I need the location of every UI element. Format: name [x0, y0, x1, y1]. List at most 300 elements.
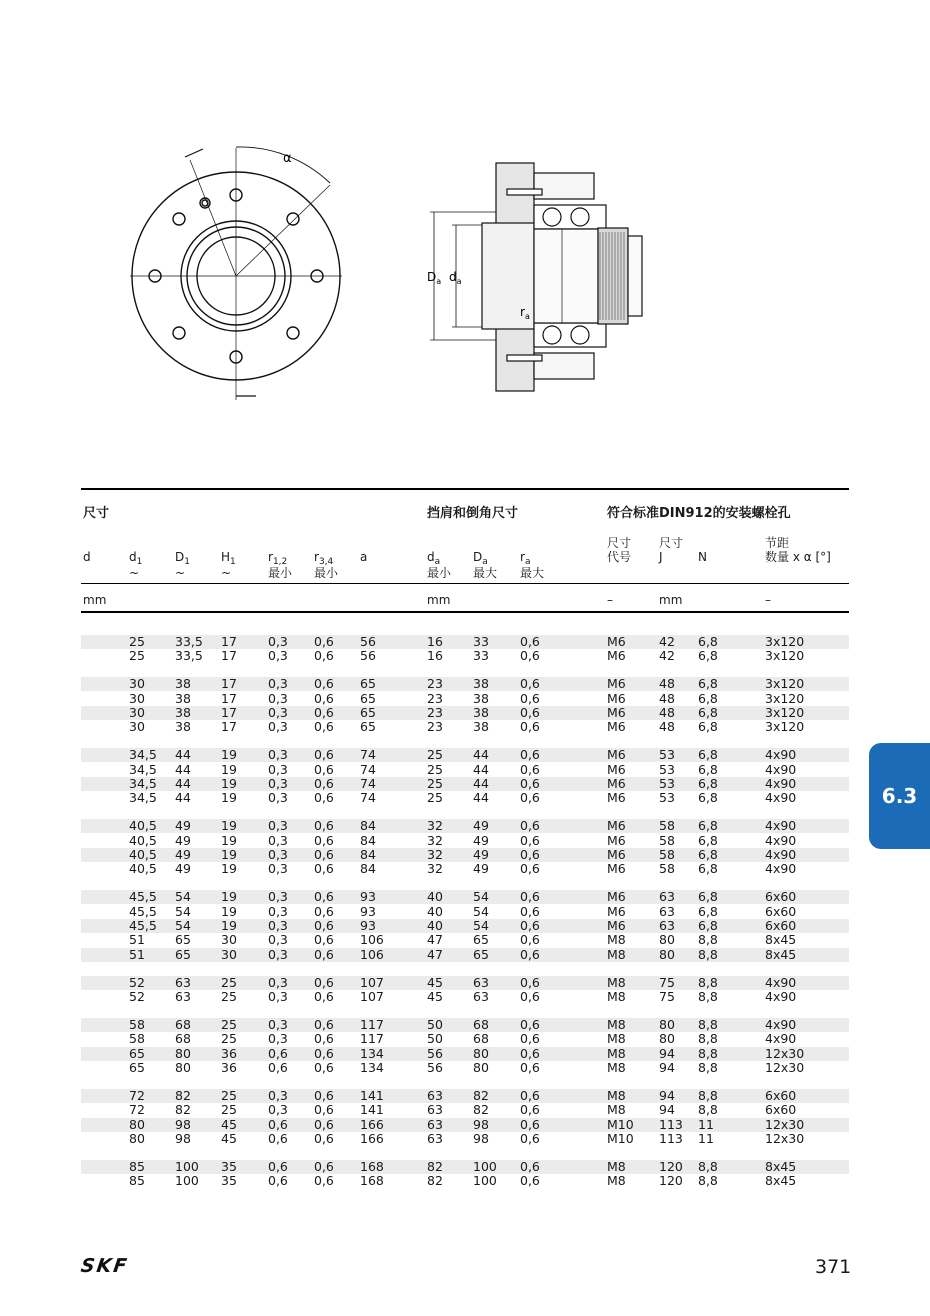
cell-a: 93	[360, 918, 376, 933]
cell-D1: 100	[175, 1173, 199, 1189]
cell-N: 8,8	[698, 974, 718, 990]
cell-r34: 0,6	[314, 1131, 334, 1146]
cell-da: 63	[427, 1116, 443, 1132]
cell-H1: 45	[221, 1116, 237, 1132]
cell-D1: 44	[175, 761, 191, 777]
cell-r34: 0,6	[314, 832, 334, 848]
cell-r34: 0,6	[314, 676, 334, 692]
cell-r34: 0,6	[314, 903, 334, 919]
cell-ra: 0,6	[520, 974, 540, 990]
table-row	[81, 1032, 849, 1046]
cell-J: 75	[659, 974, 675, 990]
cell-H1: 30	[221, 932, 237, 948]
cell-da: 23	[427, 690, 443, 706]
cell-a: 56	[360, 634, 376, 649]
cell-ra: 0,6	[520, 776, 540, 791]
cell-H1: 19	[221, 790, 237, 806]
cell-size: M8	[607, 1088, 626, 1104]
cell-d1: 30	[129, 719, 145, 735]
cell-J: 63	[659, 903, 675, 919]
cell-H1: 17	[221, 648, 237, 664]
cell-pitch: 4x90	[765, 1017, 797, 1033]
cell-pitch: 6x60	[765, 918, 797, 933]
cell-ra: 0,6	[520, 1060, 540, 1075]
cell-pitch: 4x90	[765, 974, 797, 990]
cell-da: 32	[427, 847, 443, 862]
cell-a: 107	[360, 989, 384, 1004]
table-row	[81, 819, 849, 833]
cell-d1: 58	[129, 1031, 145, 1047]
cell-H1: 25	[221, 1031, 237, 1047]
cell-a: 117	[360, 1017, 384, 1033]
cell-r12: 0,3	[268, 932, 288, 948]
cell-Da: 38	[473, 719, 489, 735]
cell-N: 8,8	[698, 1159, 718, 1175]
cell-J: 53	[659, 790, 675, 806]
col-H1: $H_1$ ~	[221, 550, 236, 580]
cell-ra: 0,6	[520, 946, 540, 962]
cell-pitch: 3x120	[765, 648, 805, 664]
cell-ra: 0,6	[520, 719, 540, 735]
cell-r12: 0,3	[268, 790, 288, 806]
cell-pitch: 8x45	[765, 1159, 797, 1175]
cell-size: M6	[607, 747, 626, 763]
cell-r12: 0,3	[268, 1031, 288, 1047]
cell-r12: 0,3	[268, 974, 288, 990]
cell-r34: 0,6	[314, 918, 334, 933]
units-dims: mm	[83, 593, 107, 607]
cell-r34: 0,6	[314, 932, 334, 948]
cell-H1: 25	[221, 1017, 237, 1033]
col-pitch: 节距 数量 x α [°]	[765, 536, 831, 564]
cell-r12: 0,3	[268, 1102, 288, 1118]
cell-J: 42	[659, 634, 675, 649]
cell-D1: 80	[175, 1060, 191, 1075]
units-J: mm	[659, 593, 683, 607]
cell-Da: 49	[473, 818, 489, 834]
cell-ra: 0,6	[520, 989, 540, 1004]
cell-a: 65	[360, 690, 376, 706]
table-row	[81, 748, 849, 762]
cell-r12: 0,6	[268, 1116, 288, 1132]
cell-r12: 0,3	[268, 776, 288, 791]
da-dim-label: $d_a$	[449, 270, 462, 286]
table-row	[81, 905, 849, 919]
cell-da: 23	[427, 676, 443, 692]
cell-r34: 0,6	[314, 818, 334, 834]
cell-D1: 54	[175, 889, 191, 905]
cell-Da: 98	[473, 1116, 489, 1132]
cell-r12: 0,3	[268, 761, 288, 777]
cell-pitch: 12x30	[765, 1116, 805, 1132]
cell-pitch: 3x120	[765, 676, 805, 692]
cell-J: 42	[659, 648, 675, 664]
cell-D1: 80	[175, 1045, 191, 1061]
cell-a: 117	[360, 1031, 384, 1047]
cell-pitch: 8x45	[765, 1173, 797, 1189]
cell-H1: 17	[221, 634, 237, 649]
cell-r34: 0,6	[314, 1102, 334, 1118]
cell-d1: 65	[129, 1045, 145, 1061]
cell-Da: 65	[473, 932, 489, 948]
cell-da: 23	[427, 705, 443, 720]
table-row	[81, 1174, 849, 1188]
cell-r12: 0,6	[268, 1060, 288, 1075]
cell-Da: 54	[473, 889, 489, 905]
cell-D1: 68	[175, 1031, 191, 1047]
cell-r34: 0,6	[314, 946, 334, 962]
cell-da: 25	[427, 761, 443, 777]
cell-ra: 0,6	[520, 705, 540, 720]
cell-D1: 82	[175, 1088, 191, 1104]
cell-d1: 40,5	[129, 818, 157, 834]
cell-r12: 0,3	[268, 1017, 288, 1033]
cell-N: 8,8	[698, 1017, 718, 1033]
cell-r12: 0,3	[268, 861, 288, 877]
cell-a: 168	[360, 1159, 384, 1175]
cell-J: 63	[659, 889, 675, 905]
cell-r34: 0,6	[314, 1173, 334, 1189]
cell-da: 25	[427, 747, 443, 763]
cell-ra: 0,6	[520, 1173, 540, 1189]
skf-logo: SKF	[79, 1255, 130, 1277]
cell-H1: 19	[221, 889, 237, 905]
cell-da: 23	[427, 719, 443, 735]
cell-J: 58	[659, 861, 675, 877]
cell-N: 6,8	[698, 918, 718, 933]
cell-H1: 35	[221, 1159, 237, 1175]
col-a: a	[360, 550, 368, 564]
cell-H1: 19	[221, 761, 237, 777]
table-row	[81, 976, 849, 990]
cell-size: M6	[607, 776, 626, 791]
cell-r34: 0,6	[314, 847, 334, 862]
cell-da: 45	[427, 974, 443, 990]
cell-r34: 0,6	[314, 705, 334, 720]
cell-ra: 0,6	[520, 1116, 540, 1132]
cell-N: 6,8	[698, 634, 718, 649]
cell-Da: 54	[473, 918, 489, 933]
cell-N: 6,8	[698, 648, 718, 664]
cell-da: 50	[427, 1031, 443, 1047]
cell-ra: 0,6	[520, 1017, 540, 1033]
units-pitch: –	[765, 593, 771, 607]
cell-r34: 0,6	[314, 634, 334, 649]
cell-Da: 68	[473, 1031, 489, 1047]
cell-a: 84	[360, 832, 376, 848]
cell-Da: 82	[473, 1088, 489, 1104]
cell-d1: 34,5	[129, 790, 157, 806]
cell-a: 84	[360, 818, 376, 834]
cell-J: 48	[659, 690, 675, 706]
cell-da: 63	[427, 1102, 443, 1118]
cell-size: M6	[607, 761, 626, 777]
cell-size: M6	[607, 634, 626, 649]
cell-size: M6	[607, 705, 626, 720]
cell-D1: 49	[175, 832, 191, 848]
cell-D1: 82	[175, 1102, 191, 1118]
col-ra: $r_a$ 最大	[520, 550, 545, 580]
cell-N: 8,8	[698, 1031, 718, 1047]
cell-a: 84	[360, 847, 376, 862]
cell-N: 6,8	[698, 847, 718, 862]
flange-front-view	[130, 147, 342, 400]
cell-a: 141	[360, 1102, 384, 1118]
cell-ra: 0,6	[520, 1031, 540, 1047]
cell-da: 32	[427, 818, 443, 834]
table-row	[81, 990, 849, 1004]
cell-pitch: 6x60	[765, 1102, 797, 1118]
col-J: 尺寸 J	[659, 536, 684, 564]
cell-D1: 38	[175, 719, 191, 735]
cell-size: M10	[607, 1116, 634, 1132]
cell-H1: 25	[221, 989, 237, 1004]
cell-J: 94	[659, 1060, 675, 1075]
cell-r12: 0,3	[268, 705, 288, 720]
cell-H1: 35	[221, 1173, 237, 1189]
cell-d1: 34,5	[129, 747, 157, 763]
cell-D1: 68	[175, 1017, 191, 1033]
cell-D1: 33,5	[175, 634, 203, 649]
cell-ra: 0,6	[520, 818, 540, 834]
table-row	[81, 1047, 849, 1061]
cell-Da: 100	[473, 1159, 497, 1175]
cell-J: 53	[659, 776, 675, 791]
cell-D1: 65	[175, 946, 191, 962]
table-row	[81, 692, 849, 706]
col-d1: $d_1$ ~	[129, 550, 143, 580]
cell-ra: 0,6	[520, 676, 540, 692]
cell-d1: 34,5	[129, 761, 157, 777]
cell-r34: 0,6	[314, 1045, 334, 1061]
cell-size: M10	[607, 1131, 634, 1146]
technical-drawings	[0, 0, 930, 470]
cell-r34: 0,6	[314, 790, 334, 806]
cell-H1: 25	[221, 1088, 237, 1104]
cell-r34: 0,6	[314, 1088, 334, 1104]
col-Da: $D_a$ 最大	[473, 550, 498, 580]
cell-a: 134	[360, 1045, 384, 1061]
cell-Da: 80	[473, 1060, 489, 1075]
cell-Da: 38	[473, 676, 489, 692]
Da-dim-label: $D_a$	[427, 270, 442, 286]
cell-size: M8	[607, 946, 626, 962]
cell-ra: 0,6	[520, 690, 540, 706]
cell-N: 6,8	[698, 903, 718, 919]
cell-da: 82	[427, 1159, 443, 1175]
cell-r34: 0,6	[314, 889, 334, 905]
cell-da: 40	[427, 903, 443, 919]
cell-D1: 54	[175, 903, 191, 919]
cell-J: 48	[659, 719, 675, 735]
cell-D1: 38	[175, 705, 191, 720]
table-row	[81, 919, 849, 933]
cell-size: M6	[607, 690, 626, 706]
cell-r12: 0,3	[268, 1088, 288, 1104]
cell-da: 47	[427, 946, 443, 962]
cell-Da: 49	[473, 832, 489, 848]
cell-d1: 72	[129, 1102, 145, 1118]
cell-D1: 44	[175, 790, 191, 806]
table-row	[81, 720, 849, 734]
cell-da: 40	[427, 918, 443, 933]
cell-pitch: 3x120	[765, 705, 805, 720]
cell-r12: 0,3	[268, 818, 288, 834]
cell-r12: 0,6	[268, 1173, 288, 1189]
cell-D1: 44	[175, 747, 191, 763]
cell-N: 6,8	[698, 832, 718, 848]
table-row	[81, 763, 849, 777]
cell-J: 94	[659, 1045, 675, 1061]
units-abutment: mm	[427, 593, 451, 607]
cell-r12: 0,3	[268, 690, 288, 706]
cell-size: M6	[607, 832, 626, 848]
cell-da: 32	[427, 861, 443, 877]
cell-J: 113	[659, 1116, 683, 1132]
cell-r12: 0,3	[268, 946, 288, 962]
cell-d1: 80	[129, 1131, 145, 1146]
cell-r12: 0,3	[268, 918, 288, 933]
cell-r12: 0,3	[268, 719, 288, 735]
cell-a: 74	[360, 747, 376, 763]
cell-d1: 51	[129, 946, 145, 962]
section-tab: 6.3	[869, 743, 930, 849]
table-row	[81, 834, 849, 848]
cell-d1: 40,5	[129, 832, 157, 848]
cell-D1: 49	[175, 847, 191, 862]
cell-H1: 19	[221, 918, 237, 933]
cell-J: 58	[659, 832, 675, 848]
cell-pitch: 6x60	[765, 1088, 797, 1104]
cell-H1: 25	[221, 974, 237, 990]
cell-r12: 0,3	[268, 903, 288, 919]
cell-H1: 17	[221, 676, 237, 692]
cell-da: 40	[427, 889, 443, 905]
cell-ra: 0,6	[520, 1131, 540, 1146]
cell-a: 65	[360, 719, 376, 735]
cell-size: M6	[607, 903, 626, 919]
cell-pitch: 4x90	[765, 747, 797, 763]
cell-d1: 40,5	[129, 861, 157, 877]
cell-Da: 65	[473, 946, 489, 962]
cell-D1: 63	[175, 989, 191, 1004]
cell-D1: 33,5	[175, 648, 203, 664]
cell-size: M6	[607, 676, 626, 692]
cell-a: 166	[360, 1116, 384, 1132]
cell-pitch: 3x120	[765, 634, 805, 649]
cell-pitch: 6x60	[765, 903, 797, 919]
cell-J: 75	[659, 989, 675, 1004]
cell-r34: 0,6	[314, 1017, 334, 1033]
cell-pitch: 4x90	[765, 818, 797, 834]
cell-r34: 0,6	[314, 861, 334, 877]
cell-da: 32	[427, 832, 443, 848]
cell-d1: 85	[129, 1159, 145, 1175]
cell-da: 63	[427, 1131, 443, 1146]
cell-ra: 0,6	[520, 889, 540, 905]
col-r34: $r_{3,4}$ 最小	[314, 550, 339, 580]
cell-r12: 0,3	[268, 889, 288, 905]
table-row	[81, 1061, 849, 1075]
cell-d1: 25	[129, 648, 145, 664]
table-row	[81, 1118, 849, 1132]
cell-D1: 54	[175, 918, 191, 933]
cell-D1: 44	[175, 776, 191, 791]
cell-H1: 19	[221, 818, 237, 834]
cell-d1: 30	[129, 690, 145, 706]
cell-ra: 0,6	[520, 1159, 540, 1175]
cell-H1: 36	[221, 1045, 237, 1061]
table-row	[81, 777, 849, 791]
table-top-rule	[81, 488, 849, 490]
col-d: d	[83, 550, 91, 564]
table-row	[81, 862, 849, 876]
cell-J: 80	[659, 1017, 675, 1033]
cell-size: M8	[607, 974, 626, 990]
cell-da: 25	[427, 776, 443, 791]
cell-J: 94	[659, 1102, 675, 1118]
cell-r34: 0,6	[314, 1031, 334, 1047]
cell-r12: 0,3	[268, 832, 288, 848]
cell-Da: 82	[473, 1102, 489, 1118]
cell-da: 45	[427, 989, 443, 1004]
cell-size: M8	[607, 1060, 626, 1075]
cell-ra: 0,6	[520, 932, 540, 948]
cell-Da: 54	[473, 903, 489, 919]
cell-ra: 0,6	[520, 861, 540, 877]
cell-size: M8	[607, 1102, 626, 1118]
cell-d1: 72	[129, 1088, 145, 1104]
cell-N: 8,8	[698, 1102, 718, 1118]
cell-pitch: 4x90	[765, 761, 797, 777]
cell-d1: 85	[129, 1173, 145, 1189]
cell-D1: 38	[175, 690, 191, 706]
cell-d1: 65	[129, 1060, 145, 1075]
cell-d1: 40,5	[129, 847, 157, 862]
cell-r12: 0,6	[268, 1131, 288, 1146]
cell-N: 6,8	[698, 761, 718, 777]
cell-r34: 0,6	[314, 1060, 334, 1075]
group-bolt-holes-heading: 符合标准DIN912的安装螺栓孔	[607, 506, 791, 521]
cell-size: M8	[607, 989, 626, 1004]
cell-D1: 63	[175, 974, 191, 990]
cell-J: 48	[659, 676, 675, 692]
cell-N: 8,8	[698, 1045, 718, 1061]
col-r12: $r_{1,2}$ 最小	[268, 550, 293, 580]
cell-D1: 38	[175, 676, 191, 692]
cell-H1: 30	[221, 946, 237, 962]
cell-size: M6	[607, 790, 626, 806]
cell-D1: 100	[175, 1159, 199, 1175]
cell-size: M8	[607, 932, 626, 948]
cell-da: 82	[427, 1173, 443, 1189]
cell-pitch: 4x90	[765, 861, 797, 877]
cell-d1: 52	[129, 974, 145, 990]
table-row	[81, 706, 849, 720]
cell-da: 50	[427, 1017, 443, 1033]
cell-H1: 17	[221, 690, 237, 706]
cell-a: 134	[360, 1060, 384, 1075]
cell-H1: 19	[221, 861, 237, 877]
cell-H1: 25	[221, 1102, 237, 1118]
cell-size: M6	[607, 847, 626, 862]
cell-a: 106	[360, 946, 384, 962]
cell-Da: 38	[473, 690, 489, 706]
cell-D1: 98	[175, 1131, 191, 1146]
cell-ra: 0,6	[520, 1088, 540, 1104]
cell-a: 65	[360, 705, 376, 720]
col-D1: $D_1$ ~	[175, 550, 190, 580]
